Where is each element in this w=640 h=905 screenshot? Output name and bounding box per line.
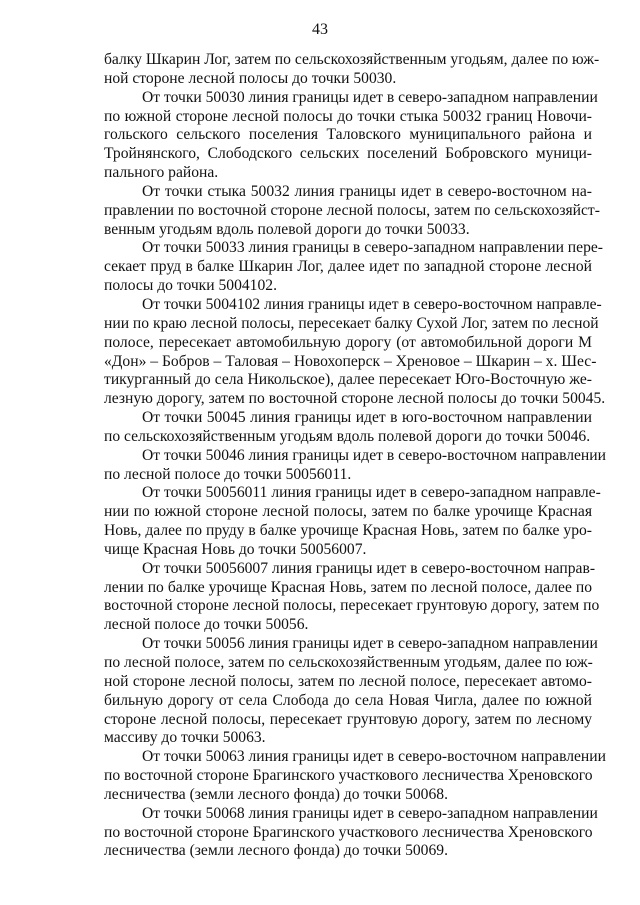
document-body [104, 51, 606, 861]
text-line: лесной полосе до точки 50056. [104, 616, 309, 634]
text-line: лесничества (земли лесного фонда) до точки 50068. [104, 785, 448, 803]
text-line: Тройнянского, Слободского сельских поселений Бобровского муници- [104, 145, 592, 163]
text-line: полосы до точки 5004102. [104, 277, 277, 295]
text-line: От точки 50063 линия границы идет в северо-восточном направлении [142, 748, 606, 766]
text-line: «Дон» – Бобров – Таловая – Новохоперск – Хреновое – Шкарин – х. Шес- [104, 352, 597, 370]
text-line: От точки 50056011 линия границы идет в северо-западном направле- [142, 484, 601, 502]
text-line: От точки 50045 линия границы идет в юго-восточном направлении [142, 409, 592, 427]
text-line: пального района. [104, 164, 219, 182]
paragraph [104, 409, 592, 447]
text-line: лезную дорогу, затем по восточной стороне лесной полосы до точки 50045. [104, 390, 606, 408]
text-line: полосе, пересекает автомобильную дорогу (от автомобильной дороги М [104, 333, 592, 351]
text-line: по восточной стороне Брагинского участкового лесничества Хреновского [104, 767, 593, 785]
text-line: по южной стороне лесной полосы до точки стыка 50032 границ Новочи- [104, 107, 592, 125]
text-line: балку Шкарин Лог, затем по сельскохозяйственным угодьям, далее по юж- [104, 51, 600, 68]
text-line: От точки 50056007 линия границы идет в северо-восточном направ- [142, 559, 596, 577]
paragraph [104, 446, 606, 485]
paragraph [104, 635, 598, 748]
text-line: по сельскохозяйственным угодьям вдоль полевой дороги до точки 50046. [104, 427, 591, 445]
text-line: Новь, далее по пруду в балке урочище Красная Новь, затем по балке уро- [104, 522, 592, 540]
text-line: правлении по восточной стороне лесной полосы, затем по сельскохозяйст- [104, 201, 600, 219]
text-line: бильную дорогу от села Слобода до села Новая Чигла, далее по южной [104, 691, 592, 709]
text-line: От точки стыка 50032 линия границы идет в северо-восточном на- [142, 182, 592, 200]
paragraph [104, 559, 600, 635]
text-line: нии по краю лесной полосы, пересекает балку Сухой Лог, затем по лесной [104, 314, 599, 332]
paragraph [104, 295, 606, 409]
text-line: нии по южной стороне лесной полосы, затем по балке урочище Красная [104, 503, 592, 521]
text-line: От точки 50030 линия границы идет в северо-западном направлении [142, 88, 598, 106]
text-line: От точки 50068 линия границы идет в северо-западном направлении [142, 804, 598, 822]
text-line: От точки 50033 линия границы в северо-западном направлении пере- [142, 239, 603, 257]
paragraph [104, 239, 603, 296]
text-line: От точки 5004102 линия границы идет в северо-восточном направле- [142, 295, 602, 313]
text-line: тикурганный до села Никольское), далее пересекает Юго-Восточную же- [104, 371, 592, 389]
text-line: секает пруд в балке Шкарин Лог, далее идет по западной стороне лесной [104, 258, 592, 276]
text-line: по лесной полосе, затем по сельскохозяйственным угодьям, далее по юж- [104, 654, 593, 671]
text-line: лении по балке урочище Красная Новь, затем по лесной полосе, далее по [104, 578, 592, 596]
paragraph [104, 182, 600, 240]
page-number: 43 [312, 21, 328, 38]
paragraph [104, 51, 600, 89]
text-line: восточной стороне лесной полосы, пересекает грунтовую дорогу, затем по [104, 597, 600, 615]
text-line: лесничества (земли лесного фонда) до точки 50069. [104, 842, 448, 860]
text-line: От точки 50046 линия границы идет в северо-восточном направлении [142, 446, 606, 464]
text-line: по лесной полосе до точки 50056011. [104, 465, 352, 483]
text-line: по восточной стороне Брагинского участкового лесничества Хреновского [104, 823, 593, 841]
text-line: От точки 50056 линия границы идет в северо-западном направлении [142, 635, 598, 653]
text-line: ной стороне лесной полосы, затем по лесной полосе, пересекает автомо- [104, 672, 592, 690]
text-line: гольского сельского поселения Таловского муниципального района и [104, 126, 592, 144]
text-line: чище Красная Новь до точки 50056007. [104, 540, 367, 558]
paragraph [104, 484, 601, 559]
text-line: стороне лесной полосы, пересекает грунтовую дорогу, затем по лесному [104, 710, 592, 728]
paragraph [104, 804, 598, 862]
paragraph [104, 748, 606, 805]
text-line: массиву до точки 50063. [104, 729, 266, 747]
text-line: венным угодьям вдоль полевой дороги до точки 50033. [104, 220, 470, 238]
paragraph [104, 88, 598, 183]
text-line: ной стороне лесной полосы до точки 50030. [104, 69, 397, 87]
